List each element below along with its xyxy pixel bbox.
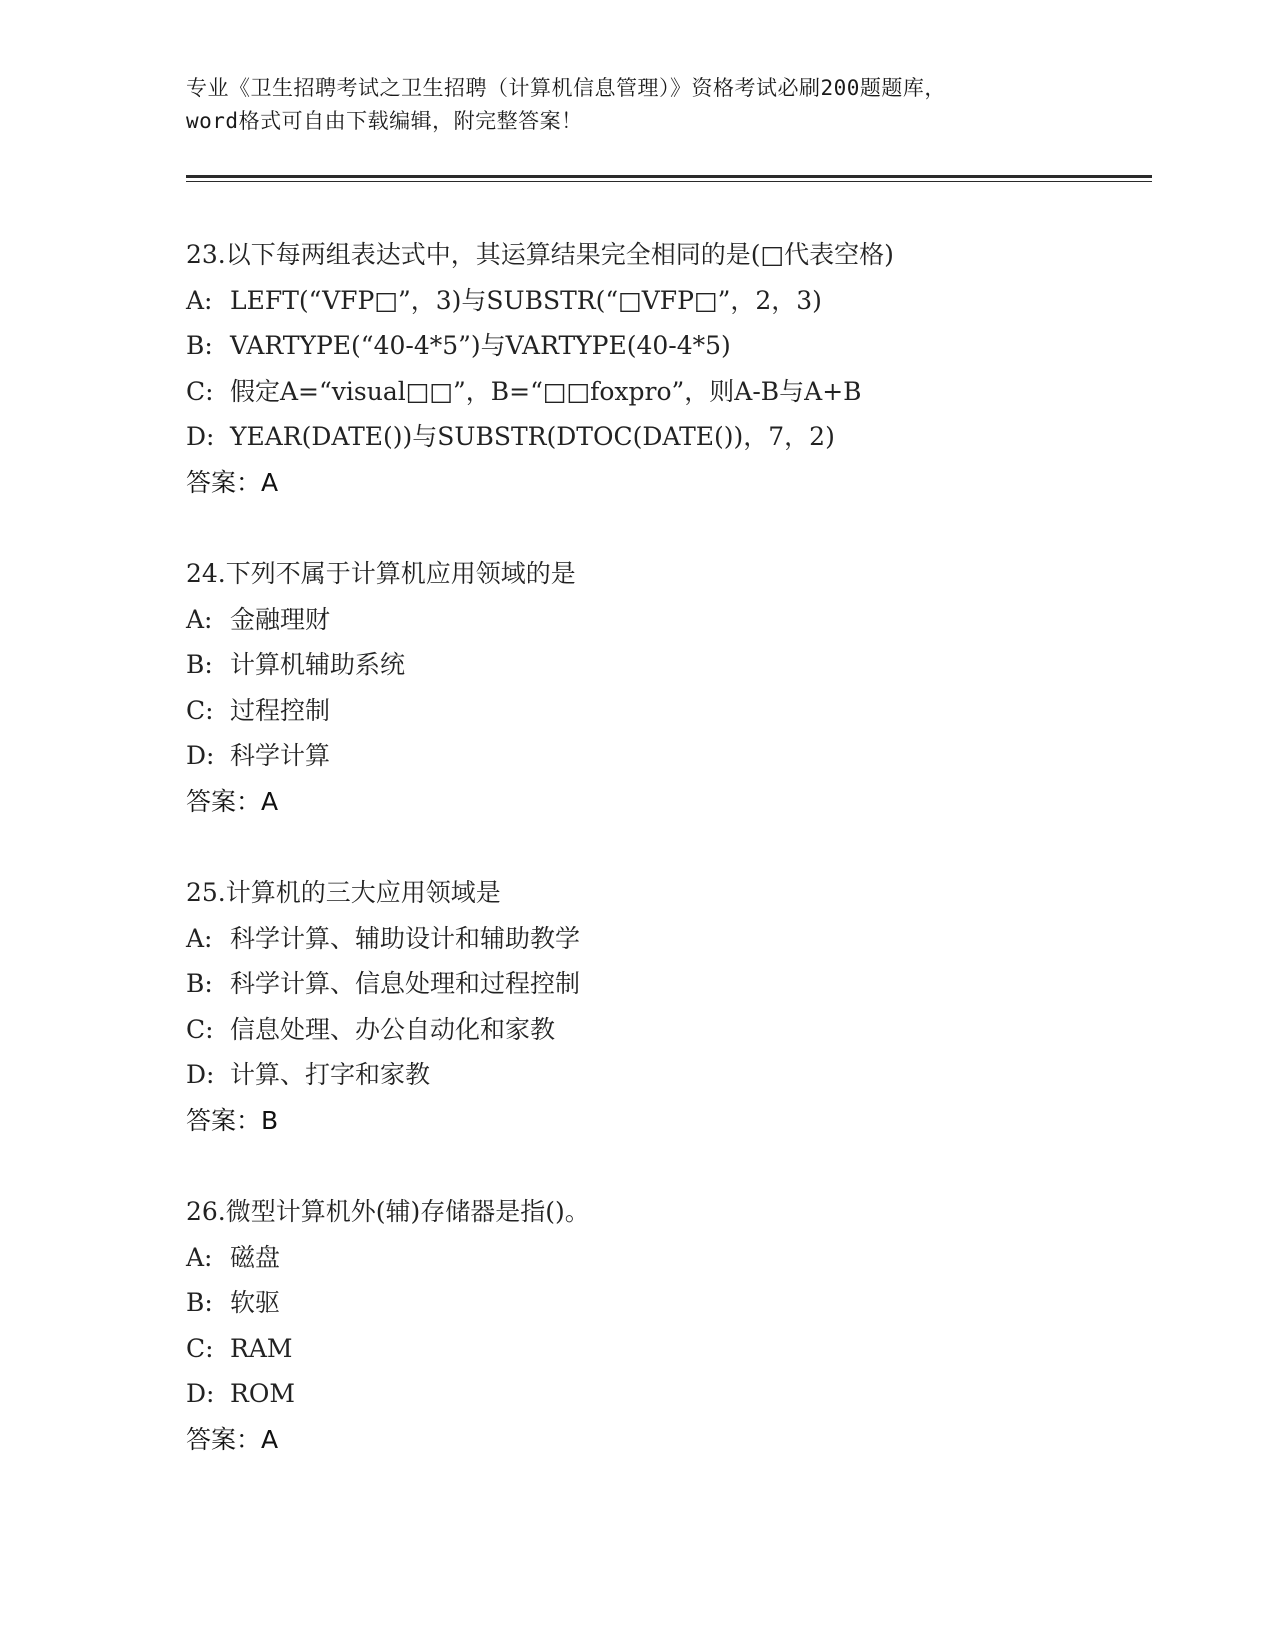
question-item [186,1189,1146,1462]
option-text: 计算机辅助系统 [230,650,406,679]
option-label: C: [186,376,214,406]
option-c [186,369,1146,415]
option-a [186,916,1146,962]
option-text: LEFT(“VFP□”，3)与SUBSTR(“□VFP□”，2，3) [230,285,822,315]
option-label: A: [186,923,213,953]
question-stem: 24.下列不属于计算机应用领域的是 [186,559,576,588]
option-label: D: [186,1060,215,1089]
header-title-line-2: word格式可自由下载编辑，附完整答案！ [186,109,583,133]
question-item [186,232,1146,505]
option-d [186,1371,1146,1417]
option-b [186,961,1146,1007]
option-label: C: [186,1333,214,1363]
option-label: D: [186,741,215,770]
option-d [186,733,1146,779]
option-label: D: [186,1379,215,1408]
question-stem: 23.以下每两组表达式中，其运算结果完全相同的是(□代表空格) [186,240,894,269]
option-label: A: [186,285,213,315]
question-stem: 25.计算机的三大应用领域是 [186,878,501,907]
answer-line: 答案：A [186,786,279,816]
option-text: RAM [230,1333,293,1363]
question-item [186,870,1146,1143]
option-text: 科学计算、辅助设计和辅助教学 [230,923,581,953]
header-divider-thin [186,181,1152,182]
answer-line: 答案：A [186,1424,279,1454]
option-label: B: [186,1288,213,1317]
answer-line: 答案：B [186,1105,279,1135]
option-d [186,414,1146,460]
option-label: B: [186,331,213,360]
option-label: D: [186,422,215,451]
option-text: 磁盘 [230,1242,281,1272]
option-text: VARTYPE(“40-4*5”)与VARTYPE(40-4*5) [230,331,731,360]
option-label: B: [186,650,213,679]
option-c [186,1007,1146,1053]
option-b [186,323,1146,369]
option-text: 科学计算、信息处理和过程控制 [230,969,581,998]
option-text: 软驱 [230,1288,281,1317]
option-label: C: [186,1014,214,1044]
document-header [186,72,1086,138]
header-title-line-1: 专业《卫生招聘考试之卫生招聘（计算机信息管理）》资格考试必刷200题题库， [186,76,946,100]
option-label: C: [186,695,214,725]
answer-line: 答案：A [186,467,279,497]
option-a [186,597,1146,643]
option-text: 科学计算 [230,741,331,770]
option-text: YEAR(DATE())与SUBSTR(DTOC(DATE())，7，2) [230,422,835,451]
option-text: 假定A=“visual□□”，B=“□□foxpro”，则A-B与A+B [230,376,862,406]
option-d [186,1052,1146,1098]
option-text: 计算、打字和家教 [230,1060,431,1089]
option-text: ROM [230,1379,295,1408]
option-c [186,688,1146,734]
option-a [186,1235,1146,1281]
header-divider-thick [186,175,1152,178]
option-b [186,1280,1146,1326]
option-text: 过程控制 [230,695,331,725]
option-label: A: [186,604,213,634]
option-a [186,278,1146,324]
question-stem: 26.微型计算机外(辅)存储器是指()。 [186,1197,590,1226]
option-b [186,642,1146,688]
option-c [186,1326,1146,1372]
option-label: A: [186,1242,213,1272]
option-text: 金融理财 [230,604,331,634]
option-text: 信息处理、办公自动化和家教 [230,1014,556,1044]
option-label: B: [186,969,213,998]
question-item [186,551,1146,824]
